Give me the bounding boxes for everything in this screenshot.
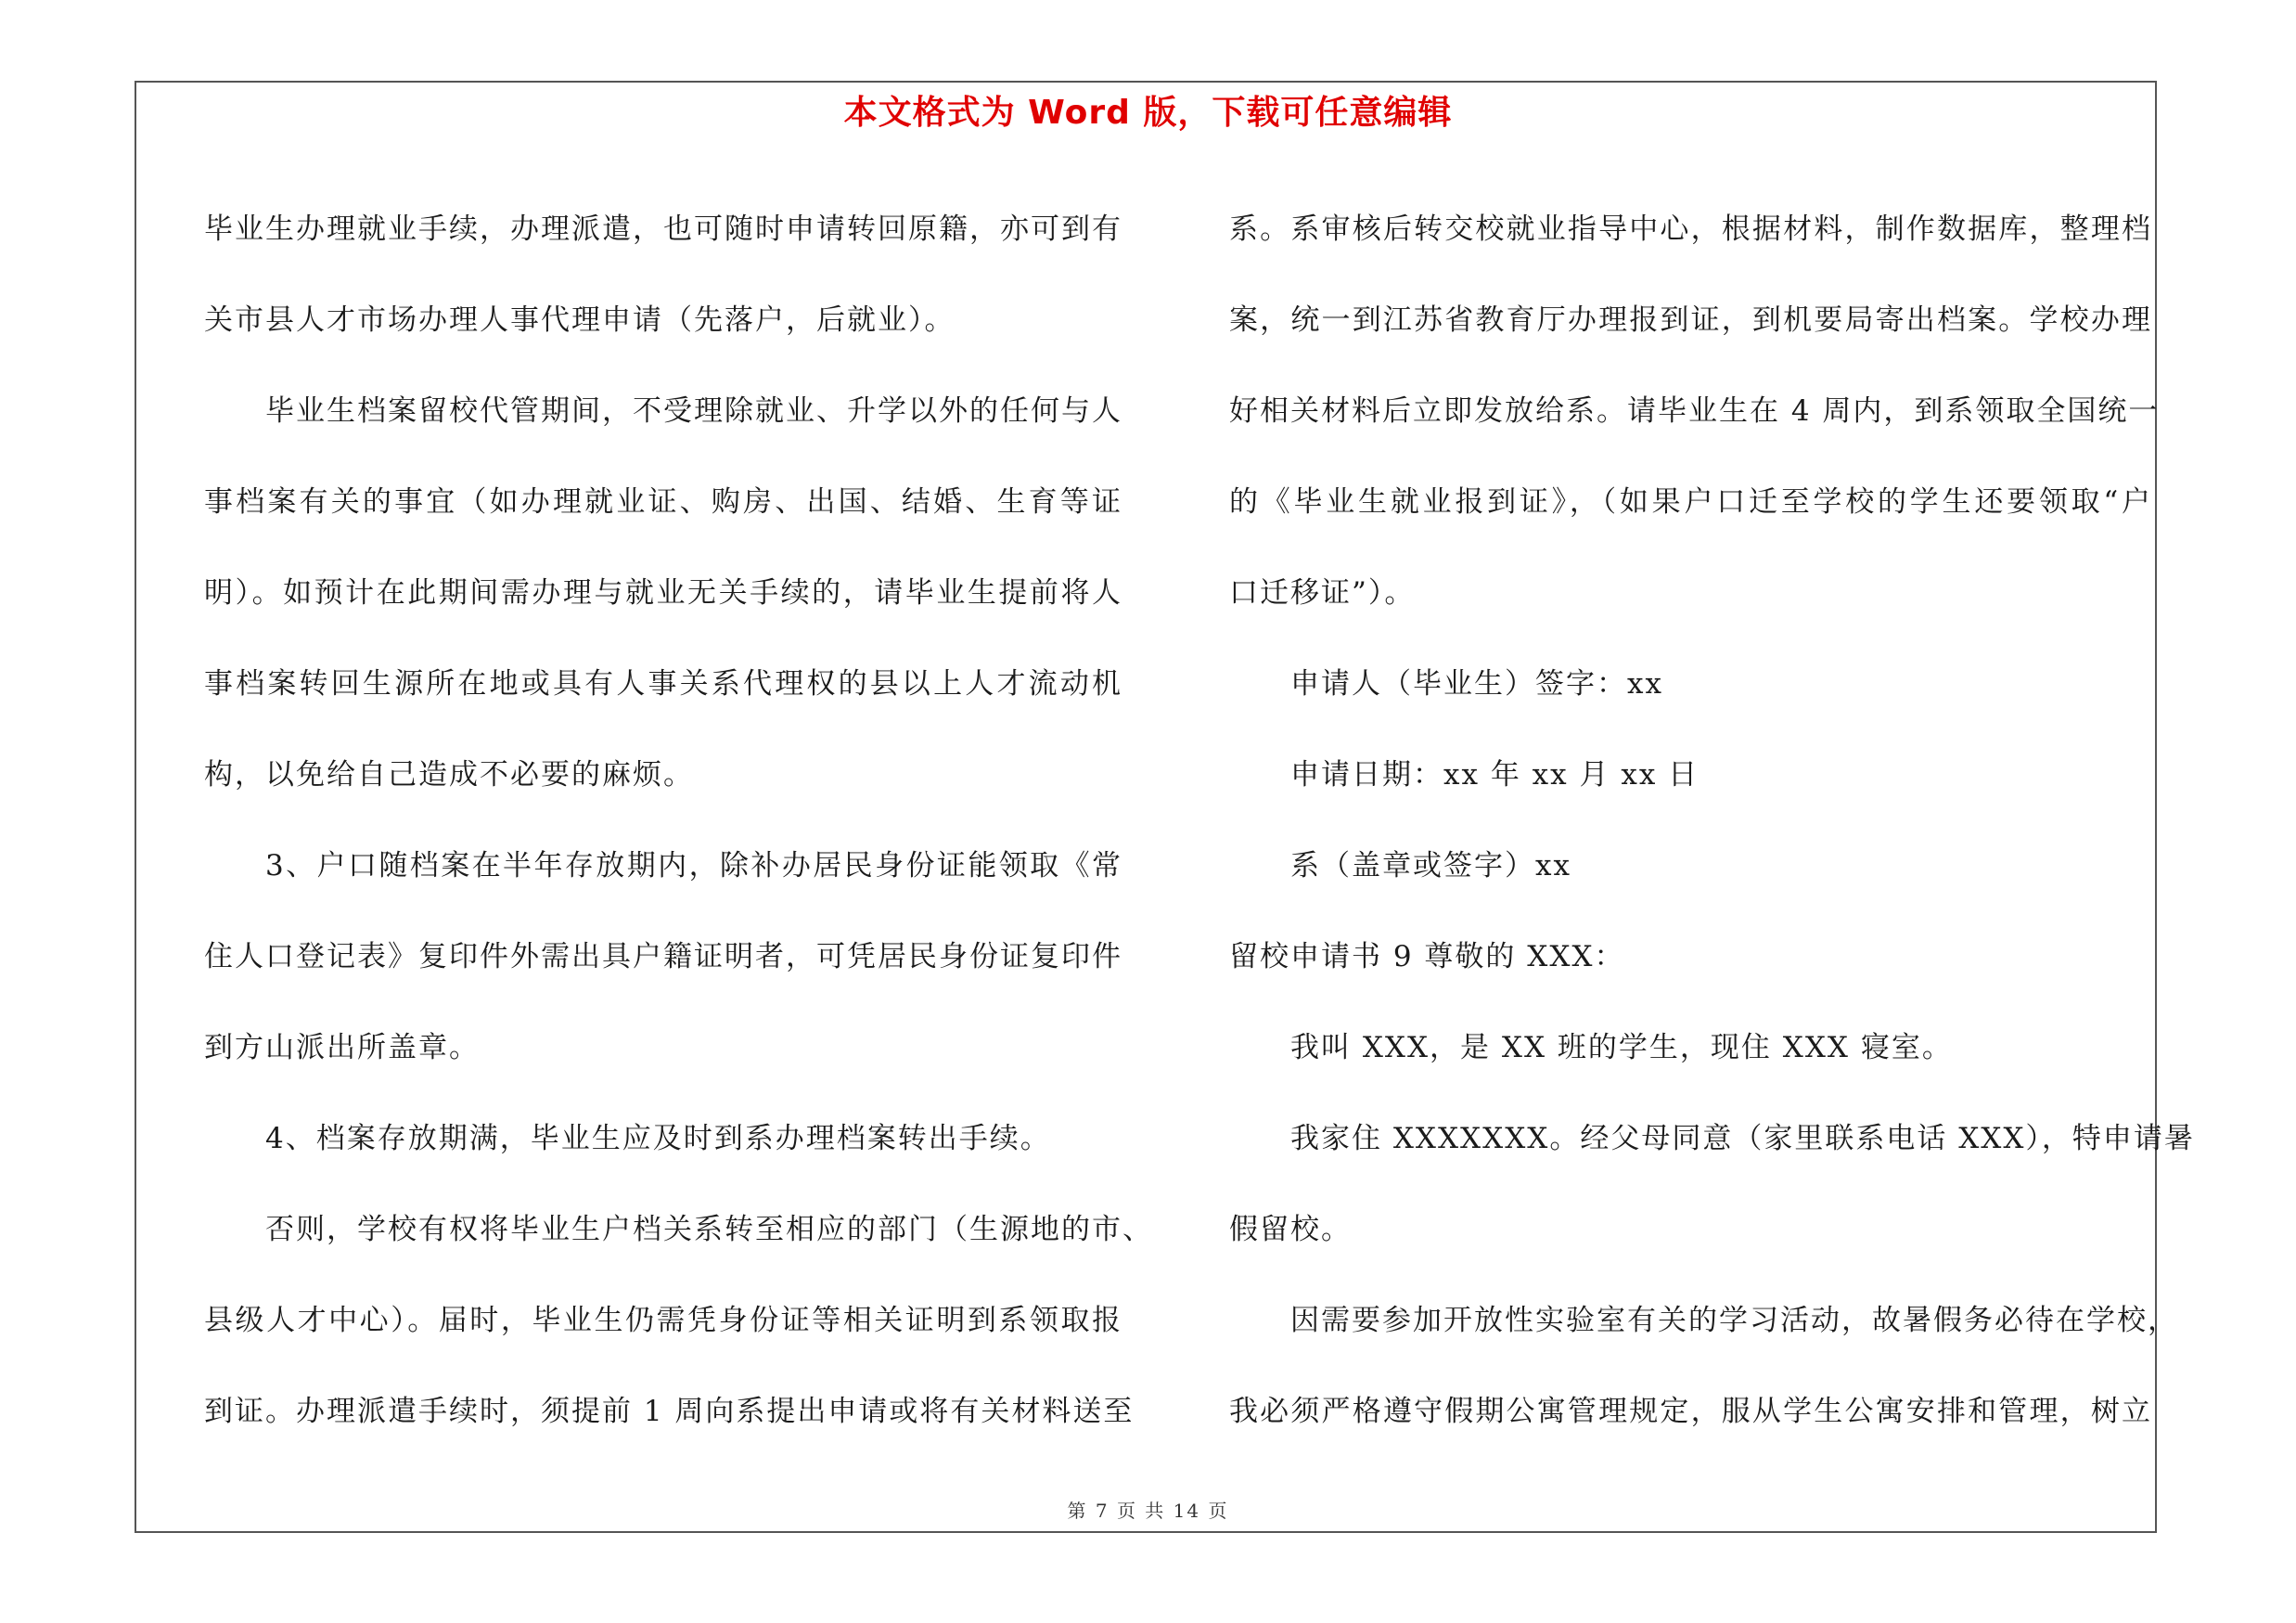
right-column: [1229, 184, 2195, 1457]
paragraph-line: 否则，学校有权将毕业生户档关系转至相应的部门（生源地的市、: [265, 1213, 1153, 1246]
paragraph-line: 县级人才中心）。届时，毕业生仍需凭身份证等相关证明到系领取报: [204, 1304, 1122, 1337]
paragraph-line: 毕业生办理就业手续，办理派遣，也可随时申请转回原籍，亦可到有: [204, 213, 1122, 246]
paragraph-line: 申请日期：xx 年 xx 月 xx 日: [1290, 758, 1700, 792]
paragraph-line: 案，统一到江苏省教育厅办理报到证，到机要局寄出档案。学校办理: [1229, 303, 2152, 337]
paragraph-line: 事档案有关的事宜（如办理就业证、购房、出国、结婚、生育等证: [204, 485, 1122, 519]
paragraph-line: 4、档案存放期满，毕业生应及时到系办理档案转出手续。: [265, 1122, 1051, 1155]
paragraph-line: 事档案转回生源所在地或具有人事关系代理权的县以上人才流动机: [204, 667, 1122, 701]
paragraph-line: 申请人（毕业生）签字：xx: [1290, 667, 1663, 701]
paragraph-line: 毕业生档案留校代管期间，不受理除就业、升学以外的任何与人: [265, 394, 1122, 428]
paragraph-line: 因需要参加开放性实验室有关的学习活动，故暑假务必待在学校，: [1290, 1304, 2178, 1337]
paragraph-line: 口迁移证”）。: [1229, 576, 1416, 610]
paragraph-line: 留校申请书 9 尊敬的 XXX：: [1229, 940, 1625, 973]
paragraph-line: 假留校。: [1229, 1213, 1352, 1246]
paragraph-line: 到方山派出所盖章。: [204, 1031, 480, 1064]
format-banner: 本文格式为 Word 版，下载可任意编辑: [843, 94, 1453, 132]
paragraph-line: 3、户口随档案在半年存放期内，除补办居民身份证能领取《常: [265, 849, 1122, 882]
paragraph-line: 到证。办理派遣手续时，须提前 1 周向系提出申请或将有关材料送至: [204, 1395, 1135, 1428]
paragraph-line: 我叫 XXX，是 XX 班的学生，现住 XXX 寝室。: [1290, 1031, 1953, 1064]
paragraph-line: 明）。如预计在此期间需办理与就业无关手续的，请毕业生提前将人: [204, 576, 1122, 610]
paragraph-line: 关市县人才市场办理人事代理申请（先落户，后就业）。: [204, 303, 956, 337]
paragraph-line: 的《毕业生就业报到证》，（如果户口迁至学校的学生还要领取“户: [1229, 485, 2152, 519]
paragraph-line: 构，以免给自己造成不必要的麻烦。: [204, 758, 694, 792]
left-column: [204, 184, 1153, 1457]
paragraph-line: 系（盖章或签字）xx: [1290, 849, 1571, 882]
paragraph-line: 住人口登记表》复印件外需出具户籍证明者，可凭居民身份证复印件: [204, 940, 1122, 973]
paragraph-line: 我家住 XXXXXXX。经父母同意（家里联系电话 XXX），特申请暑: [1290, 1122, 2195, 1155]
page-number-footer: 第 7 页 共 14 页: [1067, 1500, 1229, 1522]
paragraph-line: 系。系审核后转交校就业指导中心，根据材料，制作数据库，整理档: [1229, 213, 2152, 246]
paragraph-line: 好相关材料后立即发放给系。请毕业生在 4 周内，到系领取全国统一: [1229, 394, 2160, 428]
paragraph-line: 我必须严格遵守假期公寓管理规定，服从学生公寓安排和管理，树立: [1229, 1395, 2152, 1428]
